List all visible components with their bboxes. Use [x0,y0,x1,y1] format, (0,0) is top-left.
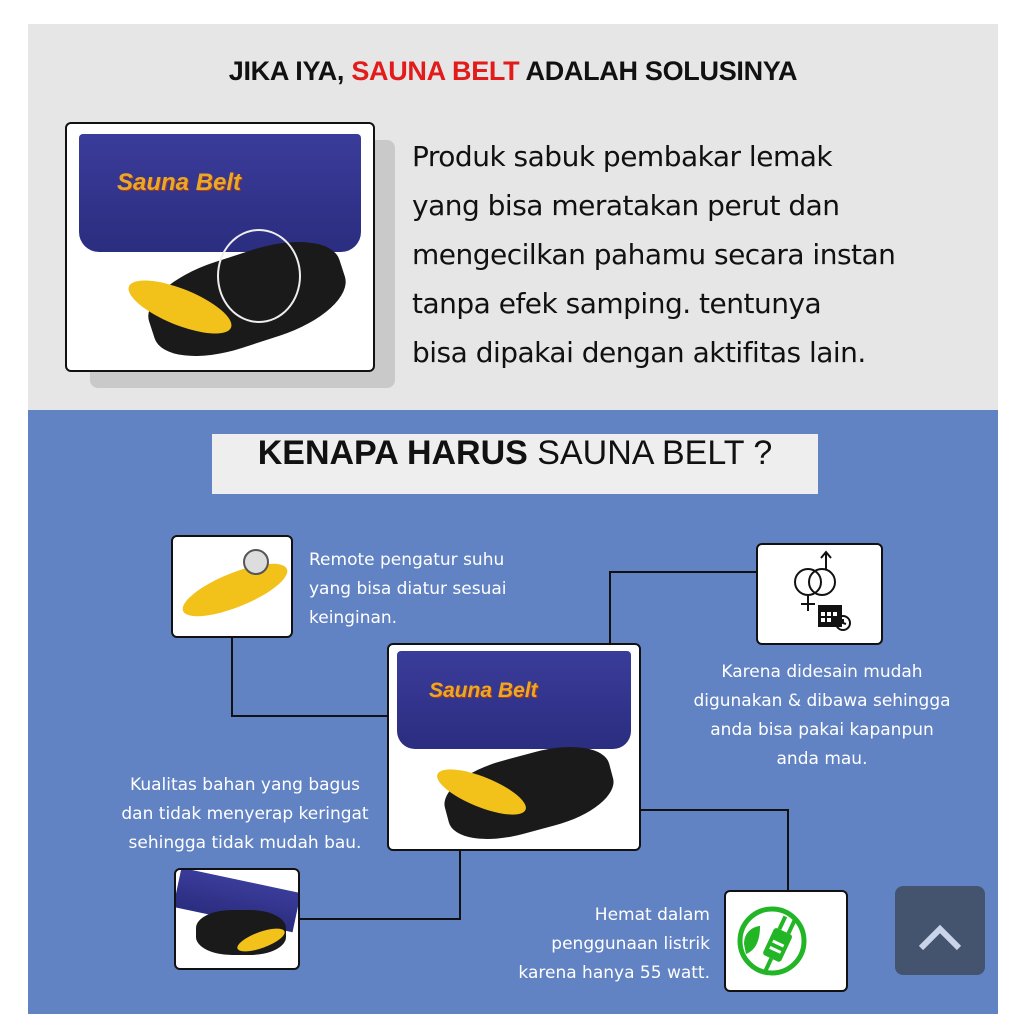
text-line: karena hanya 55 watt. [518,963,710,983]
center-product-image [387,643,641,851]
chevron-up-icon [895,886,985,975]
desc-line: yang bisa meratakan perut dan [412,189,840,222]
eco-plug-icon [724,890,848,992]
belt-material-icon [174,868,300,970]
desc-line: mengecilkan pahamu secara instan [412,238,896,271]
feature-power-text [470,901,710,988]
scroll-to-top-button[interactable] [895,886,985,975]
intro-description [412,132,895,377]
text-line: anda mau. [776,749,868,769]
why-title-rest: SAUNA BELT ? [527,434,773,472]
text-line: Hemat dalam [594,905,710,925]
text-line: sehingga tidak mudah bau. [128,833,362,853]
gender-calendar-icon [756,543,883,645]
desc-line: Produk sabuk pembakar lemak [412,140,833,173]
product-image [65,122,375,372]
product-logo: Sauna Belt [429,679,538,702]
feature-portable-text [672,658,972,774]
text-line: digunakan & dibawa sehingga [693,691,951,711]
text-line: Karena didesain mudah [721,662,923,682]
why-title [212,434,818,494]
text-line: keinginan. [309,608,398,628]
why-title-bold: KENAPA HARUS [257,434,528,472]
desc-line: tanpa efek samping. tentunya [412,287,822,320]
text-line: dan tidak menyerap keringat [121,804,369,824]
feature-remote-text [309,546,507,633]
title-prefix: JIKA IYA, [228,56,352,86]
text-line: Remote pengatur suhu [309,550,505,570]
feature-material-text [100,771,390,858]
text-line: penggunaan listrik [551,934,710,954]
text-line: yang bisa diatur sesuai [309,579,507,599]
text-line: anda bisa pakai kapanpun [710,720,934,740]
text-line: Kualitas bahan yang bagus [130,775,360,795]
remote-icon [171,535,293,638]
product-logo: Sauna Belt [117,169,242,196]
intro-title [28,56,998,87]
title-highlight: SAUNA BELT [351,56,520,86]
desc-line: bisa dipakai dengan aktifitas lain. [412,336,866,369]
title-suffix: ADALAH SOLUSINYA [519,56,798,86]
